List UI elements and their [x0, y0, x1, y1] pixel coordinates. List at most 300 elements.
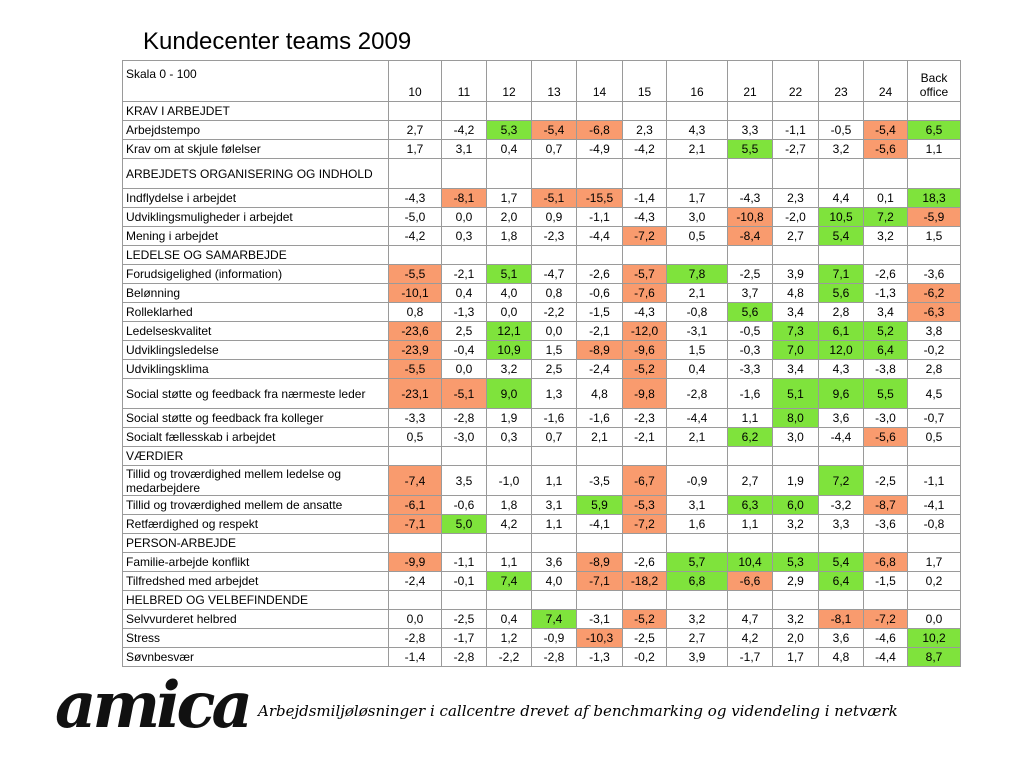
value-cell: 2,9 — [773, 572, 819, 591]
value-cell: -7,2 — [623, 227, 667, 246]
empty-cell — [864, 102, 908, 121]
value-cell: 4,0 — [487, 284, 532, 303]
value-cell: 2,1 — [577, 428, 623, 447]
value-cell: -2,2 — [487, 648, 532, 667]
value-cell: 5,3 — [773, 553, 819, 572]
value-cell: -5,3 — [623, 496, 667, 515]
empty-cell — [487, 102, 532, 121]
value-cell: 3,2 — [864, 227, 908, 246]
empty-cell — [908, 102, 961, 121]
empty-cell — [623, 447, 667, 466]
value-cell: -18,2 — [623, 572, 667, 591]
value-cell: -2,8 — [442, 409, 487, 428]
value-cell: 3,2 — [819, 140, 864, 159]
value-cell: -5,6 — [864, 428, 908, 447]
empty-cell — [864, 159, 908, 189]
value-cell: 5,6 — [819, 284, 864, 303]
row-label: Tillid og troværdighed mellem ledelse og medarbejdere — [123, 466, 389, 496]
value-cell: -7,2 — [864, 610, 908, 629]
value-cell: -7,2 — [623, 515, 667, 534]
empty-cell — [728, 159, 773, 189]
value-cell: 3,3 — [728, 121, 773, 140]
value-cell: -1,1 — [773, 121, 819, 140]
value-cell: 6,4 — [819, 572, 864, 591]
value-cell: -9,9 — [389, 553, 442, 572]
value-cell: -1,1 — [442, 553, 487, 572]
tagline: Arbejdsmiljøløsninger i callcentre drevet af benchmarking og videndeling i netværk — [258, 702, 898, 720]
value-cell: 1,7 — [908, 553, 961, 572]
value-cell: -3,5 — [577, 466, 623, 496]
value-cell: -2,0 — [773, 208, 819, 227]
value-cell: -10,8 — [728, 208, 773, 227]
value-cell: -2,1 — [623, 428, 667, 447]
value-cell: 2,7 — [667, 629, 728, 648]
value-cell: -5,5 — [389, 265, 442, 284]
value-cell: 0,0 — [389, 610, 442, 629]
empty-cell — [728, 102, 773, 121]
value-cell: -2,8 — [389, 629, 442, 648]
value-cell: -2,8 — [532, 648, 577, 667]
value-cell: -23,6 — [389, 322, 442, 341]
value-cell: -2,1 — [442, 265, 487, 284]
value-cell: -4,2 — [442, 121, 487, 140]
empty-cell — [908, 591, 961, 610]
value-cell: 10,5 — [819, 208, 864, 227]
value-cell: -0,8 — [667, 303, 728, 322]
table-row — [123, 466, 961, 496]
empty-cell — [532, 159, 577, 189]
section-label: HELBRED OG VELBEFINDENDE — [123, 591, 389, 610]
value-cell: 5,5 — [728, 140, 773, 159]
value-cell: 3,6 — [819, 629, 864, 648]
value-cell: -0,6 — [442, 496, 487, 515]
value-cell: -10,1 — [389, 284, 442, 303]
value-cell: -1,7 — [728, 648, 773, 667]
value-cell: -1,4 — [389, 648, 442, 667]
value-cell: -1,5 — [864, 572, 908, 591]
empty-cell — [623, 102, 667, 121]
value-cell: 6,3 — [728, 496, 773, 515]
empty-cell — [389, 159, 442, 189]
value-cell: -2,8 — [442, 648, 487, 667]
value-cell: 1,5 — [532, 341, 577, 360]
value-cell: -3,1 — [577, 610, 623, 629]
empty-cell — [864, 591, 908, 610]
table-row — [123, 322, 961, 341]
value-cell: 8,7 — [908, 648, 961, 667]
empty-cell — [773, 102, 819, 121]
table-row — [123, 341, 961, 360]
value-cell: 3,1 — [532, 496, 577, 515]
row-label: Tillid og troværdighed mellem de ansatte — [123, 496, 389, 515]
value-cell: 5,7 — [667, 553, 728, 572]
row-label: Arbejdstempo — [123, 121, 389, 140]
empty-cell — [532, 591, 577, 610]
value-cell: 3,1 — [442, 140, 487, 159]
table-row — [123, 360, 961, 379]
value-cell: 0,4 — [667, 360, 728, 379]
value-cell: 6,0 — [773, 496, 819, 515]
value-cell: -2,5 — [623, 629, 667, 648]
empty-cell — [773, 534, 819, 553]
value-cell: 1,8 — [487, 227, 532, 246]
section-label: LEDELSE OG SAMARBEJDE — [123, 246, 389, 265]
value-cell: 10,2 — [908, 629, 961, 648]
value-cell: 0,4 — [487, 140, 532, 159]
value-cell: 2,7 — [773, 227, 819, 246]
row-label: Udviklingsmuligheder i arbejdet — [123, 208, 389, 227]
value-cell: -6,8 — [577, 121, 623, 140]
empty-cell — [577, 534, 623, 553]
column-header: 15 — [623, 61, 667, 102]
value-cell: 1,9 — [773, 466, 819, 496]
empty-cell — [442, 591, 487, 610]
value-cell: -7,1 — [577, 572, 623, 591]
empty-cell — [819, 159, 864, 189]
value-cell: -3,0 — [864, 409, 908, 428]
value-cell: -4,2 — [389, 227, 442, 246]
value-cell: 4,7 — [728, 610, 773, 629]
value-cell: -0,2 — [623, 648, 667, 667]
value-cell: -0,6 — [577, 284, 623, 303]
value-cell: -6,3 — [908, 303, 961, 322]
table-row — [123, 189, 961, 208]
value-cell: -4,3 — [623, 303, 667, 322]
value-cell: 0,5 — [389, 428, 442, 447]
row-label: Social støtte og feedback fra kolleger — [123, 409, 389, 428]
row-label: Mening i arbejdet — [123, 227, 389, 246]
value-cell: -8,9 — [577, 341, 623, 360]
value-cell: -6,1 — [389, 496, 442, 515]
empty-cell — [819, 246, 864, 265]
value-cell: 3,5 — [442, 466, 487, 496]
section-label: PERSON-ARBEJDE — [123, 534, 389, 553]
table-row — [123, 553, 961, 572]
value-cell: -8,7 — [864, 496, 908, 515]
row-label: Udviklingsklima — [123, 360, 389, 379]
value-cell: -2,1 — [577, 322, 623, 341]
value-cell: 1,7 — [389, 140, 442, 159]
value-cell: -4,4 — [819, 428, 864, 447]
empty-cell — [667, 534, 728, 553]
value-cell: 3,4 — [773, 303, 819, 322]
value-cell: -10,3 — [577, 629, 623, 648]
value-cell: -4,1 — [577, 515, 623, 534]
value-cell: -4,4 — [667, 409, 728, 428]
empty-cell — [389, 534, 442, 553]
empty-cell — [667, 246, 728, 265]
value-cell: 3,2 — [667, 610, 728, 629]
value-cell: 4,2 — [728, 629, 773, 648]
value-cell: 4,4 — [819, 189, 864, 208]
value-cell: 0,8 — [389, 303, 442, 322]
table-row — [123, 303, 961, 322]
value-cell: 3,9 — [773, 265, 819, 284]
empty-cell — [442, 246, 487, 265]
value-cell: -6,2 — [908, 284, 961, 303]
value-cell: -1,0 — [487, 466, 532, 496]
value-cell: -9,8 — [623, 379, 667, 409]
value-cell: -4,2 — [623, 140, 667, 159]
value-cell: -2,6 — [577, 265, 623, 284]
value-cell: 3,6 — [532, 553, 577, 572]
section-label: ARBEJDETS ORGANISERING OG INDHOLD — [123, 159, 389, 189]
value-cell: 0,4 — [487, 610, 532, 629]
value-cell: -0,5 — [819, 121, 864, 140]
value-cell: 8,0 — [773, 409, 819, 428]
value-cell: 3,1 — [667, 496, 728, 515]
value-cell: -5,9 — [908, 208, 961, 227]
empty-cell — [577, 591, 623, 610]
row-label: Retfærdighed og respekt — [123, 515, 389, 534]
table-row — [123, 572, 961, 591]
value-cell: -5,2 — [623, 610, 667, 629]
value-cell: 2,1 — [667, 428, 728, 447]
header-row — [123, 61, 961, 102]
value-cell: -4,7 — [532, 265, 577, 284]
empty-cell — [389, 246, 442, 265]
value-cell: 0,0 — [487, 303, 532, 322]
row-label: Rolleklarhed — [123, 303, 389, 322]
column-header: 22 — [773, 61, 819, 102]
value-cell: 7,1 — [819, 265, 864, 284]
value-cell: -2,6 — [864, 265, 908, 284]
table-row — [123, 515, 961, 534]
table-row — [123, 610, 961, 629]
value-cell: 1,7 — [487, 189, 532, 208]
value-cell: -5,5 — [389, 360, 442, 379]
empty-cell — [819, 534, 864, 553]
value-cell: 1,1 — [728, 515, 773, 534]
value-cell: -1,3 — [442, 303, 487, 322]
amica-logo: amica — [55, 668, 249, 743]
empty-cell — [819, 591, 864, 610]
value-cell: 2,5 — [442, 322, 487, 341]
empty-cell — [773, 246, 819, 265]
value-cell: -5,0 — [389, 208, 442, 227]
value-cell: -2,4 — [577, 360, 623, 379]
value-cell: 0,8 — [532, 284, 577, 303]
value-cell: -4,4 — [577, 227, 623, 246]
value-cell: 5,2 — [864, 322, 908, 341]
value-cell: -1,5 — [577, 303, 623, 322]
value-cell: -0,8 — [908, 515, 961, 534]
table-row — [123, 428, 961, 447]
value-cell: 6,5 — [908, 121, 961, 140]
value-cell: -5,6 — [864, 140, 908, 159]
value-cell: -8,1 — [442, 189, 487, 208]
empty-cell — [819, 447, 864, 466]
value-cell: 0,3 — [487, 428, 532, 447]
value-cell: 5,4 — [819, 553, 864, 572]
value-cell: -4,3 — [623, 208, 667, 227]
value-cell: 7,4 — [487, 572, 532, 591]
value-cell: 10,4 — [728, 553, 773, 572]
value-cell: -0,7 — [908, 409, 961, 428]
empty-cell — [728, 246, 773, 265]
empty-cell — [442, 534, 487, 553]
value-cell: -7,4 — [389, 466, 442, 496]
table-row — [123, 227, 961, 246]
value-cell: -1,6 — [728, 379, 773, 409]
value-cell: -2,5 — [864, 466, 908, 496]
row-label: Krav om at skjule følelser — [123, 140, 389, 159]
row-label: Tilfredshed med arbejdet — [123, 572, 389, 591]
value-cell: 7,8 — [667, 265, 728, 284]
row-label: Selvvurderet helbred — [123, 610, 389, 629]
value-cell: 5,3 — [487, 121, 532, 140]
value-cell: -0,5 — [728, 322, 773, 341]
row-label: Forudsigelighed (information) — [123, 265, 389, 284]
empty-cell — [908, 534, 961, 553]
value-cell: -4,4 — [864, 648, 908, 667]
column-header: Back office — [908, 61, 961, 102]
empty-cell — [908, 246, 961, 265]
value-cell: 18,3 — [908, 189, 961, 208]
empty-cell — [667, 159, 728, 189]
column-header: 23 — [819, 61, 864, 102]
table-row — [123, 379, 961, 409]
value-cell: -3,6 — [908, 265, 961, 284]
row-label: Belønning — [123, 284, 389, 303]
value-cell: -0,4 — [442, 341, 487, 360]
value-cell: -5,1 — [442, 379, 487, 409]
empty-cell — [623, 534, 667, 553]
value-cell: 7,4 — [532, 610, 577, 629]
value-cell: -2,5 — [442, 610, 487, 629]
value-cell: 7,2 — [819, 466, 864, 496]
empty-cell — [389, 447, 442, 466]
empty-cell — [577, 447, 623, 466]
empty-cell — [864, 534, 908, 553]
column-header: 14 — [577, 61, 623, 102]
value-cell: 1,5 — [667, 341, 728, 360]
value-cell: 3,8 — [908, 322, 961, 341]
value-cell: 5,5 — [864, 379, 908, 409]
value-cell: 1,8 — [487, 496, 532, 515]
empty-cell — [487, 159, 532, 189]
value-cell: 0,9 — [532, 208, 577, 227]
value-cell: -3,6 — [864, 515, 908, 534]
table-row — [123, 121, 961, 140]
empty-cell — [532, 447, 577, 466]
value-cell: -4,6 — [864, 629, 908, 648]
value-cell: 9,6 — [819, 379, 864, 409]
value-cell: 6,2 — [728, 428, 773, 447]
value-cell: -5,2 — [623, 360, 667, 379]
section-label: KRAV I ARBEJDET — [123, 102, 389, 121]
value-cell: -0,2 — [908, 341, 961, 360]
empty-cell — [728, 447, 773, 466]
value-cell: 3,4 — [773, 360, 819, 379]
value-cell: 0,0 — [442, 208, 487, 227]
value-cell: -2,6 — [623, 553, 667, 572]
empty-cell — [773, 591, 819, 610]
table-row — [123, 496, 961, 515]
value-cell: 12,1 — [487, 322, 532, 341]
value-cell: 3,2 — [773, 515, 819, 534]
value-cell: 4,5 — [908, 379, 961, 409]
empty-cell — [864, 447, 908, 466]
value-cell: -3,8 — [864, 360, 908, 379]
value-cell: 0,2 — [908, 572, 961, 591]
value-cell: -1,4 — [623, 189, 667, 208]
value-cell: 1,5 — [908, 227, 961, 246]
empty-cell — [532, 534, 577, 553]
value-cell: -7,1 — [389, 515, 442, 534]
value-cell: 3,2 — [773, 610, 819, 629]
value-cell: -9,6 — [623, 341, 667, 360]
value-cell: 12,0 — [819, 341, 864, 360]
value-cell: 0,0 — [442, 360, 487, 379]
value-cell: -5,4 — [864, 121, 908, 140]
empty-cell — [487, 534, 532, 553]
slide-title: Kundecenter teams 2009 — [143, 28, 412, 55]
value-cell: -0,9 — [667, 466, 728, 496]
empty-cell — [667, 102, 728, 121]
value-cell: 1,7 — [773, 648, 819, 667]
value-cell: -3,2 — [819, 496, 864, 515]
value-cell: 3,2 — [487, 360, 532, 379]
empty-cell — [389, 102, 442, 121]
value-cell: -4,3 — [389, 189, 442, 208]
empty-cell — [773, 447, 819, 466]
value-cell: 3,3 — [819, 515, 864, 534]
empty-cell — [623, 246, 667, 265]
value-cell: 4,2 — [487, 515, 532, 534]
value-cell: 2,3 — [623, 121, 667, 140]
section-row — [123, 591, 961, 610]
value-cell: 3,7 — [728, 284, 773, 303]
empty-cell — [577, 246, 623, 265]
value-cell: 6,1 — [819, 322, 864, 341]
row-label: Stress — [123, 629, 389, 648]
value-cell: 5,9 — [577, 496, 623, 515]
value-cell: 0,0 — [532, 322, 577, 341]
value-cell: -1,3 — [577, 648, 623, 667]
empty-cell — [442, 102, 487, 121]
section-row — [123, 246, 961, 265]
value-cell: 10,9 — [487, 341, 532, 360]
column-header: 10 — [389, 61, 442, 102]
value-cell: -8,9 — [577, 553, 623, 572]
empty-cell — [908, 447, 961, 466]
results-table — [122, 60, 961, 667]
column-header: 11 — [442, 61, 487, 102]
empty-cell — [623, 591, 667, 610]
value-cell: -5,1 — [532, 189, 577, 208]
value-cell: -2,3 — [532, 227, 577, 246]
value-cell: 4,3 — [667, 121, 728, 140]
empty-cell — [819, 102, 864, 121]
value-cell: -2,3 — [623, 409, 667, 428]
value-cell: -1,1 — [577, 208, 623, 227]
section-row — [123, 102, 961, 121]
value-cell: 2,0 — [487, 208, 532, 227]
section-row — [123, 159, 961, 189]
column-header: 13 — [532, 61, 577, 102]
value-cell: 5,0 — [442, 515, 487, 534]
empty-cell — [908, 159, 961, 189]
value-cell: 5,1 — [487, 265, 532, 284]
value-cell: 2,7 — [728, 466, 773, 496]
value-cell: -2,8 — [667, 379, 728, 409]
value-cell: 1,6 — [667, 515, 728, 534]
value-cell: -12,0 — [623, 322, 667, 341]
value-cell: 0,1 — [864, 189, 908, 208]
value-cell: -2,5 — [728, 265, 773, 284]
value-cell: 2,1 — [667, 140, 728, 159]
